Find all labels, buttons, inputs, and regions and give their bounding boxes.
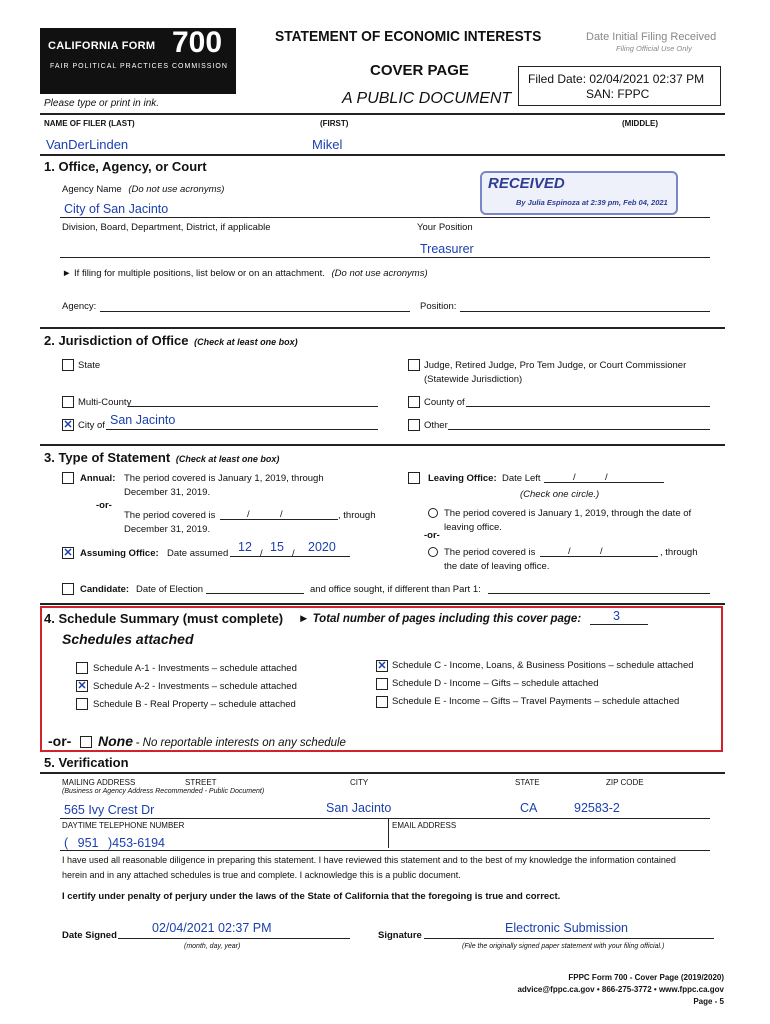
section3-top-rule	[40, 444, 725, 446]
assumed-year[interactable]: 2020	[308, 540, 336, 554]
form-subtitle: COVER PAGE	[370, 62, 469, 79]
received-stamp	[480, 171, 678, 215]
position-label: Your Position	[417, 222, 473, 233]
assuming-office-checkbox[interactable]: ✕	[63, 547, 73, 559]
none-label: None	[98, 733, 133, 749]
or-2: -or-	[424, 530, 440, 541]
state-label-5: STATE	[515, 778, 540, 787]
multi-county-checkbox[interactable]	[62, 396, 74, 408]
period-text-2: December 31, 2019.	[124, 524, 211, 535]
schedule-a2-checkbox[interactable]: ✕	[77, 680, 87, 692]
other-line[interactable]	[448, 429, 710, 430]
position2-line[interactable]	[460, 311, 710, 312]
or-1: -or-	[96, 500, 112, 511]
commission-name: FAIR POLITICAL PRACTICES COMMISSION	[50, 63, 228, 70]
annual-text-1: The period covered is January 1, 2019, through	[124, 473, 324, 484]
multi-county-label: Multi-County	[78, 397, 132, 408]
leaving-option-1-text: The period covered is January 1, 2019, through the date of	[444, 508, 692, 519]
name-top-rule	[40, 113, 725, 115]
schedule-c-label: Schedule C - Income, Loans, & Business Positions – schedule attached	[392, 660, 694, 671]
date-assumed-line	[230, 556, 350, 557]
certify-text: I certify under penalty of perjury under the laws of the State of California that the foregoing is true and correct.	[62, 891, 561, 902]
phone-open-paren: (	[64, 836, 69, 850]
schedule-b-checkbox[interactable]	[76, 698, 88, 710]
state-label: State	[78, 360, 101, 371]
check-circle-note: (Check one circle.)	[520, 489, 600, 500]
candidate-checkbox[interactable]	[62, 583, 74, 595]
schedule-a2-label: Schedule A-2 - Investments – schedule attached	[93, 681, 297, 692]
name-first-label: (FIRST)	[320, 119, 349, 128]
email-label: EMAIL ADDRESS	[392, 821, 457, 830]
date-initial-label: Date Initial Filing Received	[586, 31, 717, 43]
footer-line-1: FPPC Form 700 - Cover Page (2019/2020)	[568, 973, 724, 982]
filing-official-label: Filing Official Use Only	[616, 44, 692, 53]
address-note: (Business or Agency Address Recommended - Public Document)	[62, 788, 265, 795]
position2-label: Position:	[420, 301, 457, 312]
or-none: -or-	[48, 733, 72, 749]
total-pages-label: ► Total number of pages including this cover page:	[298, 613, 582, 625]
phone-email-divider	[388, 818, 389, 848]
candidate-date-line[interactable]	[206, 593, 304, 594]
signature-value[interactable]: Electronic Submission	[505, 921, 628, 935]
zip-label: ZIP CODE	[606, 778, 644, 787]
form-header-box	[40, 28, 236, 94]
print-note: Please type or print in ink.	[44, 98, 160, 109]
multiple-positions-label	[62, 268, 428, 279]
filed-date: Filed Date: 02/04/2021 02:37 PM	[528, 72, 705, 86]
assumed-month[interactable]: 12	[238, 540, 252, 554]
agency-name-label	[62, 184, 224, 195]
city-value[interactable]: San Jacinto	[326, 801, 392, 815]
section4-title: 4. Schedule Summary (must complete)	[44, 611, 284, 626]
other-checkbox[interactable]	[408, 419, 420, 431]
agency-name-note: (Do not use acronyms)	[128, 184, 225, 195]
candidate-office-line[interactable]	[488, 593, 710, 594]
state-value[interactable]: CA	[520, 801, 538, 815]
form-title: STATEMENT OF ECONOMIC INTERESTS	[275, 28, 542, 45]
assuming-office-label: Assuming Office:	[80, 548, 159, 559]
leaving-option-2-text-2: the date of leaving office.	[444, 561, 550, 572]
city-of-value[interactable]: San Jacinto	[110, 413, 176, 427]
agency-name-value[interactable]: City of San Jacinto	[64, 202, 169, 216]
other-label: Other	[424, 420, 448, 431]
annual-checkbox[interactable]	[62, 472, 74, 484]
form-number: 700	[172, 26, 223, 59]
state-checkbox[interactable]	[62, 359, 74, 371]
phone-area-code: 951	[77, 836, 99, 850]
phone-close-paren: )	[108, 836, 113, 850]
date-signed-line	[118, 938, 350, 939]
section2-top-rule	[40, 327, 725, 329]
schedule-a1-checkbox[interactable]	[76, 662, 88, 674]
name-last-value[interactable]: VanDerLinden	[46, 137, 129, 152]
date-signed-label: Date Signed	[62, 930, 117, 941]
county-of-label: County of	[424, 397, 465, 408]
received-stamp-text: By Julia Espinoza at 2:39 pm, Feb 04, 2021	[516, 198, 668, 207]
schedule-e-label: Schedule E - Income – Gifts – Travel Payments – schedule attached	[392, 696, 680, 707]
section4-top-rule	[40, 603, 725, 605]
candidate-office-label: and office sought, if different than Part 1:	[310, 584, 481, 595]
leaving-option-2-line[interactable]	[540, 556, 658, 557]
schedule-d-label: Schedule D - Income – Gifts – schedule attached	[392, 678, 599, 689]
assumed-slash-2: /	[292, 548, 295, 559]
received-stamp-title: RECEIVED	[488, 175, 565, 192]
position-value[interactable]: Treasurer	[420, 242, 474, 256]
period-date-slash-2: /	[280, 509, 283, 520]
section2-title: 2. Jurisdiction of Office	[44, 333, 189, 348]
city-of-checkbox[interactable]: ✕	[63, 419, 73, 431]
schedules-attached-title: Schedules attached	[62, 631, 194, 647]
position-line	[60, 257, 710, 258]
name-last-label: NAME OF FILER (LAST)	[44, 119, 135, 128]
date-left-line[interactable]	[544, 482, 664, 483]
phone-line	[60, 850, 710, 851]
section3-header	[44, 450, 279, 465]
diligence-text-2: herein and in any attached schedules is true and complete. I acknowledge this is a public document.	[62, 870, 461, 880]
schedule-b-label: Schedule B - Real Property – schedule attached	[93, 699, 296, 710]
section3-note: (Check at least one box)	[175, 454, 280, 464]
name-middle-label: (MIDDLE)	[622, 119, 658, 128]
city-of-line	[106, 429, 378, 430]
leaving-option-1-text-2: leaving office.	[444, 522, 502, 533]
section3-title: 3. Type of Statement	[44, 450, 171, 465]
county-of-line[interactable]	[466, 406, 710, 407]
total-pages-line	[590, 624, 648, 625]
city-label: CITY	[350, 778, 369, 787]
agency2-label: Agency:	[62, 301, 97, 312]
city-of-label: City of	[78, 420, 105, 431]
leaving-office-label: Leaving Office:	[428, 473, 497, 484]
leaving-option-2-text: The period covered is	[444, 547, 536, 558]
date-signed-value[interactable]: 02/04/2021 02:37 PM	[152, 921, 272, 935]
annual-text-2: December 31, 2019.	[124, 487, 211, 498]
mailing-address-label: MAILING ADDRESS	[62, 778, 136, 787]
street-value[interactable]: 565 Ivy Crest Dr	[64, 803, 155, 817]
phone-label: DAYTIME TELEPHONE NUMBER	[62, 821, 185, 830]
assumed-day[interactable]: 15	[270, 540, 284, 554]
street-label: STREET	[185, 778, 217, 787]
section1-title: 1. Office, Agency, or Court	[44, 159, 207, 174]
date-format-note: (month, day, year)	[184, 943, 241, 950]
phone-value[interactable]	[64, 836, 165, 850]
signature-line	[424, 938, 714, 939]
leaving-option-2-slash-1: /	[568, 546, 571, 557]
name-bottom-rule	[40, 154, 725, 156]
zip-value[interactable]: 92583-2	[574, 801, 620, 815]
multi-county-line[interactable]	[128, 406, 378, 407]
footer-line-2: advice@fppc.ca.gov • 866-275-3772 • www.fppc.ca.gov	[517, 985, 724, 994]
name-first-value[interactable]: Mikel	[312, 137, 343, 152]
leaving-office-checkbox[interactable]	[408, 472, 420, 484]
public-document: A PUBLIC DOCUMENT	[342, 90, 512, 107]
leaving-option-2-slash-2: /	[600, 546, 603, 557]
judge-checkbox[interactable]	[408, 359, 420, 371]
form-label: CALIFORNIA FORM	[48, 40, 156, 52]
candidate-date-label: Date of Election	[136, 584, 204, 595]
section2-note: (Check at least one box)	[194, 337, 298, 347]
period-date-slash-1: /	[247, 509, 250, 520]
multiple-positions-text: ► If filing for multiple positions, list below or on an attachment.	[62, 268, 325, 279]
judge-label: Judge, Retired Judge, Pro Tem Judge, or Court Commissioner	[424, 360, 687, 371]
date-assumed-label: Date assumed	[167, 548, 229, 559]
period-text-1: The period covered is	[124, 510, 216, 521]
period-date-line[interactable]	[220, 519, 338, 520]
annual-label: Annual:	[80, 473, 116, 484]
county-of-checkbox[interactable]	[408, 396, 420, 408]
section5-rule	[40, 772, 725, 774]
date-left-slash-2: /	[605, 472, 608, 483]
san-label: SAN: FPPC	[586, 87, 650, 101]
none-checkbox[interactable]	[80, 736, 92, 748]
none-text: - No reportable interests on any schedule	[135, 737, 346, 749]
period-through: , through	[338, 510, 376, 521]
agency2-line[interactable]	[100, 311, 410, 312]
candidate-label: Candidate:	[80, 584, 130, 595]
leaving-option-2-through: , through	[660, 547, 698, 558]
judge-label-2: (Statewide Jurisdiction)	[424, 374, 523, 385]
footer-line-3: Page - 5	[693, 997, 724, 1006]
schedule-d-checkbox[interactable]	[376, 678, 388, 690]
signature-note: (File the originally signed paper statement with your filing official.)	[462, 943, 665, 950]
date-left-label: Date Left	[502, 473, 541, 484]
section5-title: 5. Verification	[44, 755, 129, 770]
none-line	[98, 733, 346, 749]
agency-name-line	[60, 217, 710, 218]
schedule-e-checkbox[interactable]	[376, 696, 388, 708]
agency-name-text: Agency Name	[62, 184, 122, 195]
signature-label: Signature	[378, 930, 422, 941]
date-left-slash-1: /	[573, 472, 576, 483]
assumed-slash-1: /	[260, 548, 263, 559]
address-line	[60, 818, 710, 819]
leaving-option-1-radio[interactable]	[428, 508, 438, 518]
diligence-text-1: I have used all reasonable diligence in preparing this statement. I have reviewed this statement and to the best of my knowledge the information contained	[62, 855, 676, 865]
multiple-positions-note: (Do not use acronyms)	[331, 268, 428, 279]
total-pages-value[interactable]: 3	[613, 609, 620, 623]
schedule-c-checkbox[interactable]: ✕	[377, 660, 387, 672]
leaving-option-2-radio[interactable]	[428, 547, 438, 557]
division-label: Division, Board, Department, District, if applicable	[62, 222, 271, 233]
phone-number: 453-6194	[112, 836, 165, 850]
section2-header	[44, 333, 298, 348]
schedule-a1-label: Schedule A-1 - Investments – schedule attached	[93, 663, 297, 674]
